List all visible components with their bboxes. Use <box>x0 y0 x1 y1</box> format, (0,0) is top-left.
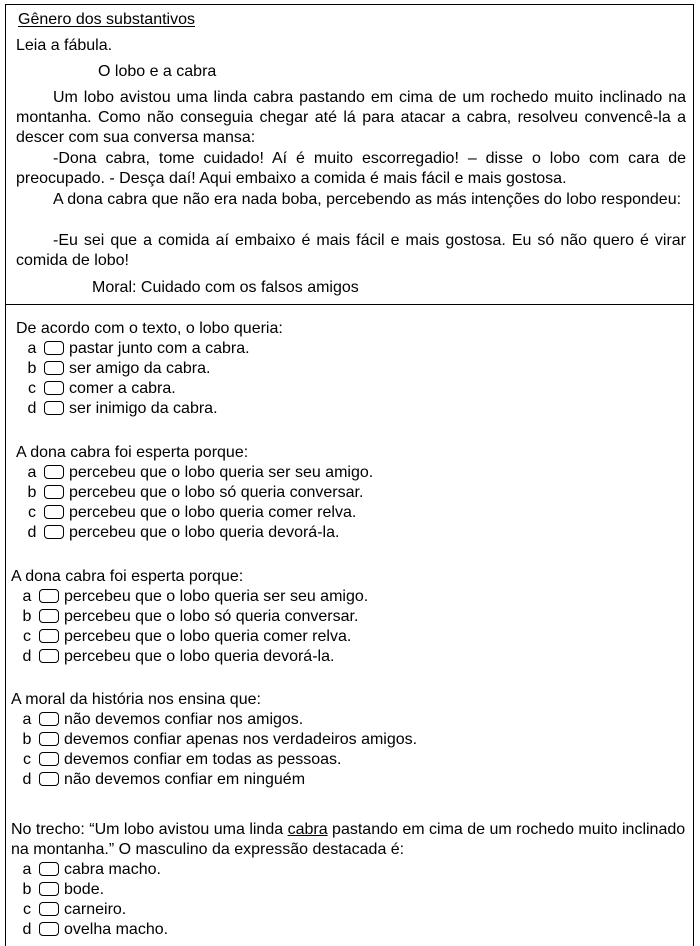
answer-option[interactable] <box>19 920 687 940</box>
option-letter: a <box>22 711 32 728</box>
option-letter: c <box>23 628 31 645</box>
option-letter: c <box>28 504 36 521</box>
option-letter: d <box>22 648 32 665</box>
answer-option[interactable] <box>19 880 687 900</box>
story-paragraph: -Eu sei que a comida aí embaixo é mais fácil e mais gostosa. Eu só não quero é virar comida de lobo! <box>16 232 686 269</box>
story-moral: Moral: Cuidado com os falsos amigos <box>92 279 359 296</box>
answer-checkbox[interactable] <box>44 341 64 355</box>
option-text: percebeu que o lobo queria ser seu amigo. <box>69 464 374 481</box>
option-letter: c <box>28 380 36 397</box>
answer-option[interactable] <box>19 647 368 667</box>
answer-checkbox[interactable] <box>39 629 59 643</box>
option-letter: d <box>22 921 32 938</box>
option-letter: b <box>22 608 32 625</box>
option-text: pastar junto com a cabra. <box>69 340 250 357</box>
answer-option[interactable] <box>19 860 687 880</box>
option-letter: d <box>27 524 37 541</box>
answer-option[interactable] <box>24 399 283 419</box>
answer-option[interactable] <box>19 900 687 920</box>
answer-checkbox[interactable] <box>44 361 64 375</box>
option-text: percebeu que o lobo queria comer relva. <box>64 628 352 645</box>
question-text: A dona cabra foi esperta porque: <box>11 568 244 585</box>
answer-checkbox[interactable] <box>39 712 59 726</box>
instruction-text: Leia a fábula. <box>16 37 113 54</box>
answer-checkbox[interactable] <box>39 609 59 623</box>
answer-checkbox[interactable] <box>39 922 59 936</box>
answer-checkbox[interactable] <box>44 505 64 519</box>
answer-checkbox[interactable] <box>44 381 64 395</box>
option-letter: b <box>22 881 32 898</box>
question-2 <box>16 443 373 543</box>
question-1 <box>16 319 283 419</box>
answer-checkbox[interactable] <box>39 732 59 746</box>
option-text: carneiro. <box>64 901 127 918</box>
answer-option[interactable] <box>24 463 373 483</box>
option-text: percebeu que o lobo queria ser seu amigo. <box>64 588 369 605</box>
answer-checkbox[interactable] <box>39 882 59 896</box>
answer-checkbox[interactable] <box>44 525 64 539</box>
option-letter: c <box>23 751 31 768</box>
option-letter: a <box>27 464 37 481</box>
option-text: devemos confiar em todas as pessoas. <box>64 751 342 768</box>
option-text: percebeu que o lobo queria devorá-la. <box>69 524 340 541</box>
answer-option[interactable] <box>19 627 368 647</box>
question-text: De acordo com o texto, o lobo queria: <box>16 320 283 337</box>
option-letter: b <box>27 360 37 377</box>
question-4 <box>11 690 417 790</box>
answer-checkbox[interactable] <box>44 465 64 479</box>
question-5 <box>11 820 687 940</box>
question-text-after: pastando em cima de um rochedo muito inclinado na montanha.” O masculino da expressão destacada é: <box>11 821 686 858</box>
answer-option[interactable] <box>19 607 368 627</box>
section-divider <box>5 304 694 305</box>
answer-option[interactable] <box>24 483 373 503</box>
option-text: cabra macho. <box>64 861 161 878</box>
answer-option[interactable] <box>24 379 283 399</box>
option-text: ovelha macho. <box>64 921 169 938</box>
option-text: devemos confiar apenas nos verdadeiros amigos. <box>64 731 418 748</box>
answer-option[interactable] <box>24 359 283 379</box>
option-letter: b <box>22 731 32 748</box>
option-letter: c <box>23 901 31 918</box>
option-letter: a <box>22 588 32 605</box>
option-text: comer a cabra. <box>69 380 176 397</box>
question-3 <box>11 567 368 667</box>
question-text: A dona cabra foi esperta porque: <box>16 444 249 461</box>
option-text: ser inimigo da cabra. <box>69 400 218 417</box>
story-paragraph: -Dona cabra, tome cuidado! Aí é muito escorregadio! – disse o lobo com cara de preocupado. - Desça daí! Aqui embaixo a comida é mais fácil e mais gostosa. <box>16 150 686 187</box>
worksheet-title: Gênero dos substantivos <box>18 11 195 28</box>
option-text: percebeu que o lobo queria comer relva. <box>69 504 357 521</box>
option-text: percebeu que o lobo queria devorá-la. <box>64 648 335 665</box>
answer-checkbox[interactable] <box>39 902 59 916</box>
highlighted-word: cabra <box>287 821 328 838</box>
option-letter: d <box>22 771 32 788</box>
option-letter: b <box>27 484 37 501</box>
answer-checkbox[interactable] <box>44 485 64 499</box>
answer-option[interactable] <box>24 503 373 523</box>
option-letter: d <box>27 400 37 417</box>
option-letter: a <box>27 340 37 357</box>
answer-option[interactable] <box>19 587 368 607</box>
answer-option[interactable] <box>24 523 373 543</box>
question-text-before: No trecho: “Um lobo avistou uma linda <box>11 821 288 838</box>
answer-option[interactable] <box>19 770 417 790</box>
story-title: O lobo e a cabra <box>98 63 217 80</box>
option-text: não devemos confiar nos amigos. <box>64 711 304 728</box>
option-letter: a <box>22 861 32 878</box>
option-text: ser amigo da cabra. <box>69 360 211 377</box>
answer-option[interactable] <box>24 339 283 359</box>
answer-checkbox[interactable] <box>39 772 59 786</box>
answer-checkbox[interactable] <box>39 752 59 766</box>
story-paragraph: A dona cabra que não era nada boba, percebendo as más intenções do lobo respondeu: <box>53 191 682 208</box>
answer-option[interactable] <box>19 750 417 770</box>
answer-checkbox[interactable] <box>44 401 64 415</box>
question-text <box>11 820 687 860</box>
option-text: bode. <box>64 881 105 898</box>
answer-option[interactable] <box>19 730 417 750</box>
answer-checkbox[interactable] <box>39 589 59 603</box>
option-text: não devemos confiar em ninguém <box>64 771 306 788</box>
question-text: A moral da história nos ensina que: <box>11 691 261 708</box>
story-paragraph: Um lobo avistou uma linda cabra pastando em cima de um rochedo muito inclinado na montanha. Como não conseguia chegar até lá para atacar a cabra, resolveu convencê-la a descer com sua conversa mansa: <box>16 89 686 146</box>
answer-checkbox[interactable] <box>39 862 59 876</box>
option-text: percebeu que o lobo só queria conversar. <box>64 608 359 625</box>
option-text: percebeu que o lobo só queria conversar. <box>69 484 364 501</box>
answer-checkbox[interactable] <box>39 649 59 663</box>
answer-option[interactable] <box>19 710 417 730</box>
